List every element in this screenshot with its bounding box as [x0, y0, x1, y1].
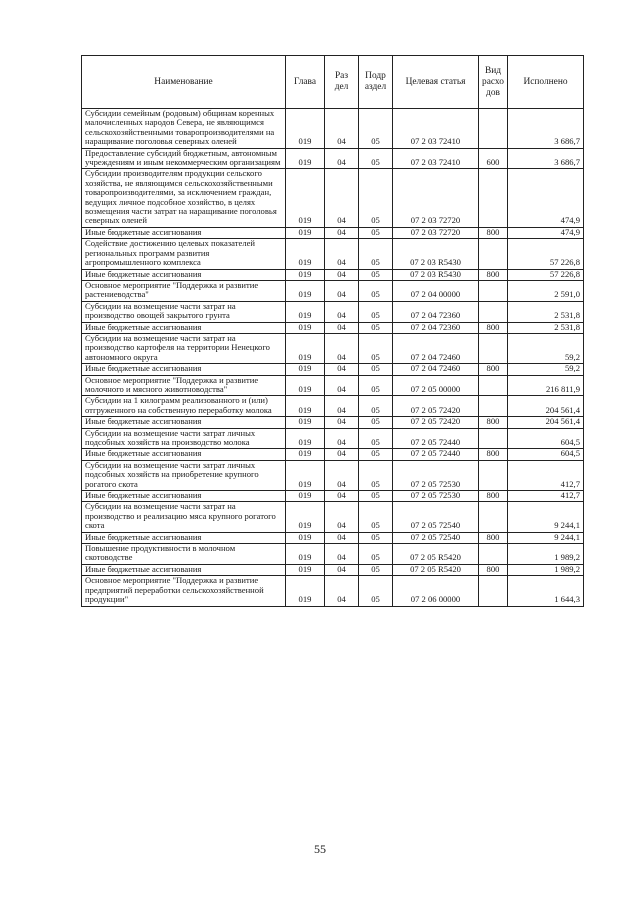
cell-section: 04	[325, 280, 359, 301]
cell-expense-type: 600	[479, 148, 508, 169]
cell-executed: 57 226,8	[508, 239, 584, 269]
cell-expense-type	[479, 428, 508, 449]
cell-name: Субсидии на возмещение части затрат личных подсобных хозяйств на приобретение крупного рогатого скота	[82, 460, 286, 490]
cell-section: 04	[325, 502, 359, 532]
table-row	[82, 576, 584, 606]
cell-expense-type	[479, 333, 508, 363]
header-section: Раз дел	[325, 56, 359, 109]
cell-expense-type	[479, 169, 508, 227]
table-row	[82, 239, 584, 269]
cell-expense-type: 800	[479, 322, 508, 333]
cell-executed: 9 244,1	[508, 502, 584, 532]
cell-name: Основное мероприятие "Поддержка и развитие молочного и мясного животноводства"	[82, 375, 286, 396]
cell-chapter: 019	[286, 227, 325, 238]
cell-chapter: 019	[286, 544, 325, 565]
cell-article: 07 2 05 72540	[393, 502, 479, 532]
cell-chapter: 019	[286, 428, 325, 449]
cell-name: Субсидии на возмещение части затрат личных подсобных хозяйств на производство молока	[82, 428, 286, 449]
table-row	[82, 109, 584, 149]
table-row	[82, 227, 584, 238]
cell-section: 04	[325, 417, 359, 428]
table-row	[82, 169, 584, 227]
cell-executed: 2 531,8	[508, 322, 584, 333]
cell-chapter: 019	[286, 491, 325, 502]
cell-subsection: 05	[359, 502, 393, 532]
cell-chapter: 019	[286, 239, 325, 269]
table-row	[82, 375, 584, 396]
header-executed: Исполнено	[508, 56, 584, 109]
cell-article: 07 2 05 72420	[393, 417, 479, 428]
cell-section: 04	[325, 364, 359, 375]
cell-subsection: 05	[359, 109, 393, 149]
cell-executed: 204 561,4	[508, 417, 584, 428]
header-subsection: Подр аздел	[359, 56, 393, 109]
cell-chapter: 019	[286, 460, 325, 490]
cell-chapter: 019	[286, 364, 325, 375]
table-row	[82, 428, 584, 449]
cell-section: 04	[325, 396, 359, 417]
cell-chapter: 019	[286, 301, 325, 322]
cell-subsection: 05	[359, 491, 393, 502]
cell-section: 04	[325, 428, 359, 449]
cell-executed: 604,5	[508, 428, 584, 449]
cell-executed: 604,5	[508, 449, 584, 460]
cell-name: Иные бюджетные ассигнования	[82, 269, 286, 280]
cell-article: 07 2 05 72440	[393, 449, 479, 460]
cell-article: 07 2 05 72440	[393, 428, 479, 449]
cell-executed: 1 989,2	[508, 544, 584, 565]
cell-article: 07 2 03 R5430	[393, 269, 479, 280]
cell-name: Иные бюджетные ассигнования	[82, 491, 286, 502]
cell-expense-type	[479, 460, 508, 490]
cell-section: 04	[325, 301, 359, 322]
cell-chapter: 019	[286, 502, 325, 532]
header-article: Целевая статья	[393, 56, 479, 109]
cell-subsection: 05	[359, 532, 393, 543]
cell-article: 07 2 04 72360	[393, 322, 479, 333]
table-row	[82, 333, 584, 363]
cell-expense-type	[479, 239, 508, 269]
cell-expense-type	[479, 576, 508, 606]
cell-name: Иные бюджетные ассигнования	[82, 564, 286, 575]
cell-chapter: 019	[286, 576, 325, 606]
cell-executed: 57 226,8	[508, 269, 584, 280]
cell-section: 04	[325, 544, 359, 565]
cell-name: Субсидии производителям продукции сельского хозяйства, не являющимся сельскохозяйственными товаропроизводителями, за исключением граждан, ведущих личное подсобное хозяйство, в целях возмещения части затрат на наращивание поголовья северных оленей	[82, 169, 286, 227]
cell-executed: 1 644,3	[508, 576, 584, 606]
cell-executed: 59,2	[508, 364, 584, 375]
table-row	[82, 148, 584, 169]
cell-expense-type	[479, 280, 508, 301]
cell-article: 07 2 04 72460	[393, 333, 479, 363]
table-row	[82, 460, 584, 490]
cell-article: 07 2 05 72530	[393, 491, 479, 502]
cell-subsection: 05	[359, 333, 393, 363]
header-chapter: Глава	[286, 56, 325, 109]
cell-name: Субсидии на возмещение части затрат на производство и реализацию мяса крупного рогатого скота	[82, 502, 286, 532]
table-body	[82, 109, 584, 607]
cell-section: 04	[325, 239, 359, 269]
cell-executed: 474,9	[508, 227, 584, 238]
cell-section: 04	[325, 109, 359, 149]
cell-subsection: 05	[359, 417, 393, 428]
cell-name: Субсидии на 1 килограмм реализованного и (или) отгруженного на собственную переработку молока	[82, 396, 286, 417]
table-row	[82, 564, 584, 575]
cell-executed: 216 811,9	[508, 375, 584, 396]
cell-section: 04	[325, 491, 359, 502]
cell-subsection: 05	[359, 322, 393, 333]
cell-article: 07 2 05 72530	[393, 460, 479, 490]
cell-expense-type	[479, 396, 508, 417]
cell-section: 04	[325, 333, 359, 363]
cell-section: 04	[325, 269, 359, 280]
cell-expense-type	[479, 544, 508, 565]
cell-article: 07 2 05 72540	[393, 532, 479, 543]
cell-chapter: 019	[286, 169, 325, 227]
cell-name: Иные бюджетные ассигнования	[82, 227, 286, 238]
cell-article: 07 2 04 72360	[393, 301, 479, 322]
cell-name: Иные бюджетные ассигнования	[82, 322, 286, 333]
cell-name: Иные бюджетные ассигнования	[82, 449, 286, 460]
cell-expense-type	[479, 502, 508, 532]
cell-article: 07 2 05 72420	[393, 396, 479, 417]
cell-subsection: 05	[359, 227, 393, 238]
table-row	[82, 544, 584, 565]
cell-subsection: 05	[359, 301, 393, 322]
table-row	[82, 491, 584, 502]
cell-name: Субсидии семейным (родовым) общинам коренных малочисленных народов Севера, не являющимся сельскохозяйственными товаропроизводителями на наращивание поголовья северных оленей	[82, 109, 286, 149]
table-row	[82, 301, 584, 322]
page-number: 55	[314, 842, 326, 856]
cell-name: Иные бюджетные ассигнования	[82, 364, 286, 375]
cell-expense-type: 800	[479, 227, 508, 238]
cell-article: 07 2 06 00000	[393, 576, 479, 606]
cell-subsection: 05	[359, 239, 393, 269]
cell-executed: 3 686,7	[508, 148, 584, 169]
cell-article: 07 2 04 72460	[393, 364, 479, 375]
cell-subsection: 05	[359, 375, 393, 396]
cell-name: Основное мероприятие "Поддержка и развитие растениеводства"	[82, 280, 286, 301]
cell-executed: 9 244,1	[508, 532, 584, 543]
cell-article: 07 2 03 72720	[393, 169, 479, 227]
cell-chapter: 019	[286, 396, 325, 417]
cell-executed: 412,7	[508, 460, 584, 490]
cell-executed: 1 989,2	[508, 564, 584, 575]
cell-chapter: 019	[286, 322, 325, 333]
cell-subsection: 05	[359, 148, 393, 169]
cell-subsection: 05	[359, 544, 393, 565]
cell-executed: 59,2	[508, 333, 584, 363]
cell-name: Субсидии на возмещение части затрат на производство картофеля на территории Ненецкого автономного округа	[82, 333, 286, 363]
cell-chapter: 019	[286, 109, 325, 149]
cell-chapter: 019	[286, 148, 325, 169]
table-row	[82, 269, 584, 280]
cell-section: 04	[325, 460, 359, 490]
cell-subsection: 05	[359, 576, 393, 606]
cell-expense-type	[479, 301, 508, 322]
table-row	[82, 396, 584, 417]
cell-chapter: 019	[286, 564, 325, 575]
cell-section: 04	[325, 227, 359, 238]
cell-chapter: 019	[286, 532, 325, 543]
cell-expense-type: 800	[479, 491, 508, 502]
cell-subsection: 05	[359, 564, 393, 575]
header-row	[82, 56, 584, 109]
cell-article: 07 2 05 R5420	[393, 564, 479, 575]
table-row	[82, 417, 584, 428]
header-expense-type: Вид расхо дов	[479, 56, 508, 109]
cell-name: Иные бюджетные ассигнования	[82, 532, 286, 543]
table-row	[82, 322, 584, 333]
cell-article: 07 2 05 R5420	[393, 544, 479, 565]
cell-executed: 2 531,8	[508, 301, 584, 322]
cell-section: 04	[325, 148, 359, 169]
cell-expense-type: 800	[479, 364, 508, 375]
cell-section: 04	[325, 564, 359, 575]
cell-chapter: 019	[286, 417, 325, 428]
cell-name: Повышение продуктивности в молочном скотоводстве	[82, 544, 286, 565]
table-row	[82, 364, 584, 375]
cell-executed: 474,9	[508, 169, 584, 227]
cell-chapter: 019	[286, 333, 325, 363]
budget-table	[81, 55, 584, 607]
cell-expense-type: 800	[479, 417, 508, 428]
cell-executed: 412,7	[508, 491, 584, 502]
cell-subsection: 05	[359, 449, 393, 460]
cell-expense-type: 800	[479, 532, 508, 543]
cell-expense-type: 800	[479, 449, 508, 460]
cell-article: 07 2 03 72410	[393, 148, 479, 169]
cell-subsection: 05	[359, 428, 393, 449]
cell-subsection: 05	[359, 280, 393, 301]
cell-name: Предоставление субсидий бюджетным, автономным учреждениям и иным некоммерческим организациям	[82, 148, 286, 169]
cell-section: 04	[325, 169, 359, 227]
cell-subsection: 05	[359, 169, 393, 227]
cell-section: 04	[325, 576, 359, 606]
cell-section: 04	[325, 375, 359, 396]
cell-expense-type	[479, 375, 508, 396]
cell-article: 07 2 03 R5430	[393, 239, 479, 269]
table-row	[82, 532, 584, 543]
cell-article: 07 2 04 00000	[393, 280, 479, 301]
cell-name: Содействие достижению целевых показателей региональных программ развития агропромышленного комплекса	[82, 239, 286, 269]
cell-article: 07 2 03 72720	[393, 227, 479, 238]
cell-chapter: 019	[286, 449, 325, 460]
cell-subsection: 05	[359, 396, 393, 417]
cell-article: 07 2 03 72410	[393, 109, 479, 149]
cell-expense-type	[479, 109, 508, 149]
cell-chapter: 019	[286, 280, 325, 301]
cell-subsection: 05	[359, 269, 393, 280]
cell-subsection: 05	[359, 460, 393, 490]
cell-section: 04	[325, 449, 359, 460]
cell-expense-type: 800	[479, 269, 508, 280]
cell-chapter: 019	[286, 269, 325, 280]
cell-executed: 3 686,7	[508, 109, 584, 149]
cell-subsection: 05	[359, 364, 393, 375]
cell-name: Основное мероприятие "Поддержка и развитие предприятий переработки сельскохозяйственной продукции"	[82, 576, 286, 606]
cell-chapter: 019	[286, 375, 325, 396]
table-row	[82, 449, 584, 460]
table-row	[82, 502, 584, 532]
cell-section: 04	[325, 532, 359, 543]
table-row	[82, 280, 584, 301]
cell-name: Субсидии на возмещение части затрат на производство овощей закрытого грунта	[82, 301, 286, 322]
cell-expense-type: 800	[479, 564, 508, 575]
cell-executed: 204 561,4	[508, 396, 584, 417]
cell-executed: 2 591,0	[508, 280, 584, 301]
cell-name: Иные бюджетные ассигнования	[82, 417, 286, 428]
cell-article: 07 2 05 00000	[393, 375, 479, 396]
cell-section: 04	[325, 322, 359, 333]
header-name: Наименование	[82, 56, 286, 109]
